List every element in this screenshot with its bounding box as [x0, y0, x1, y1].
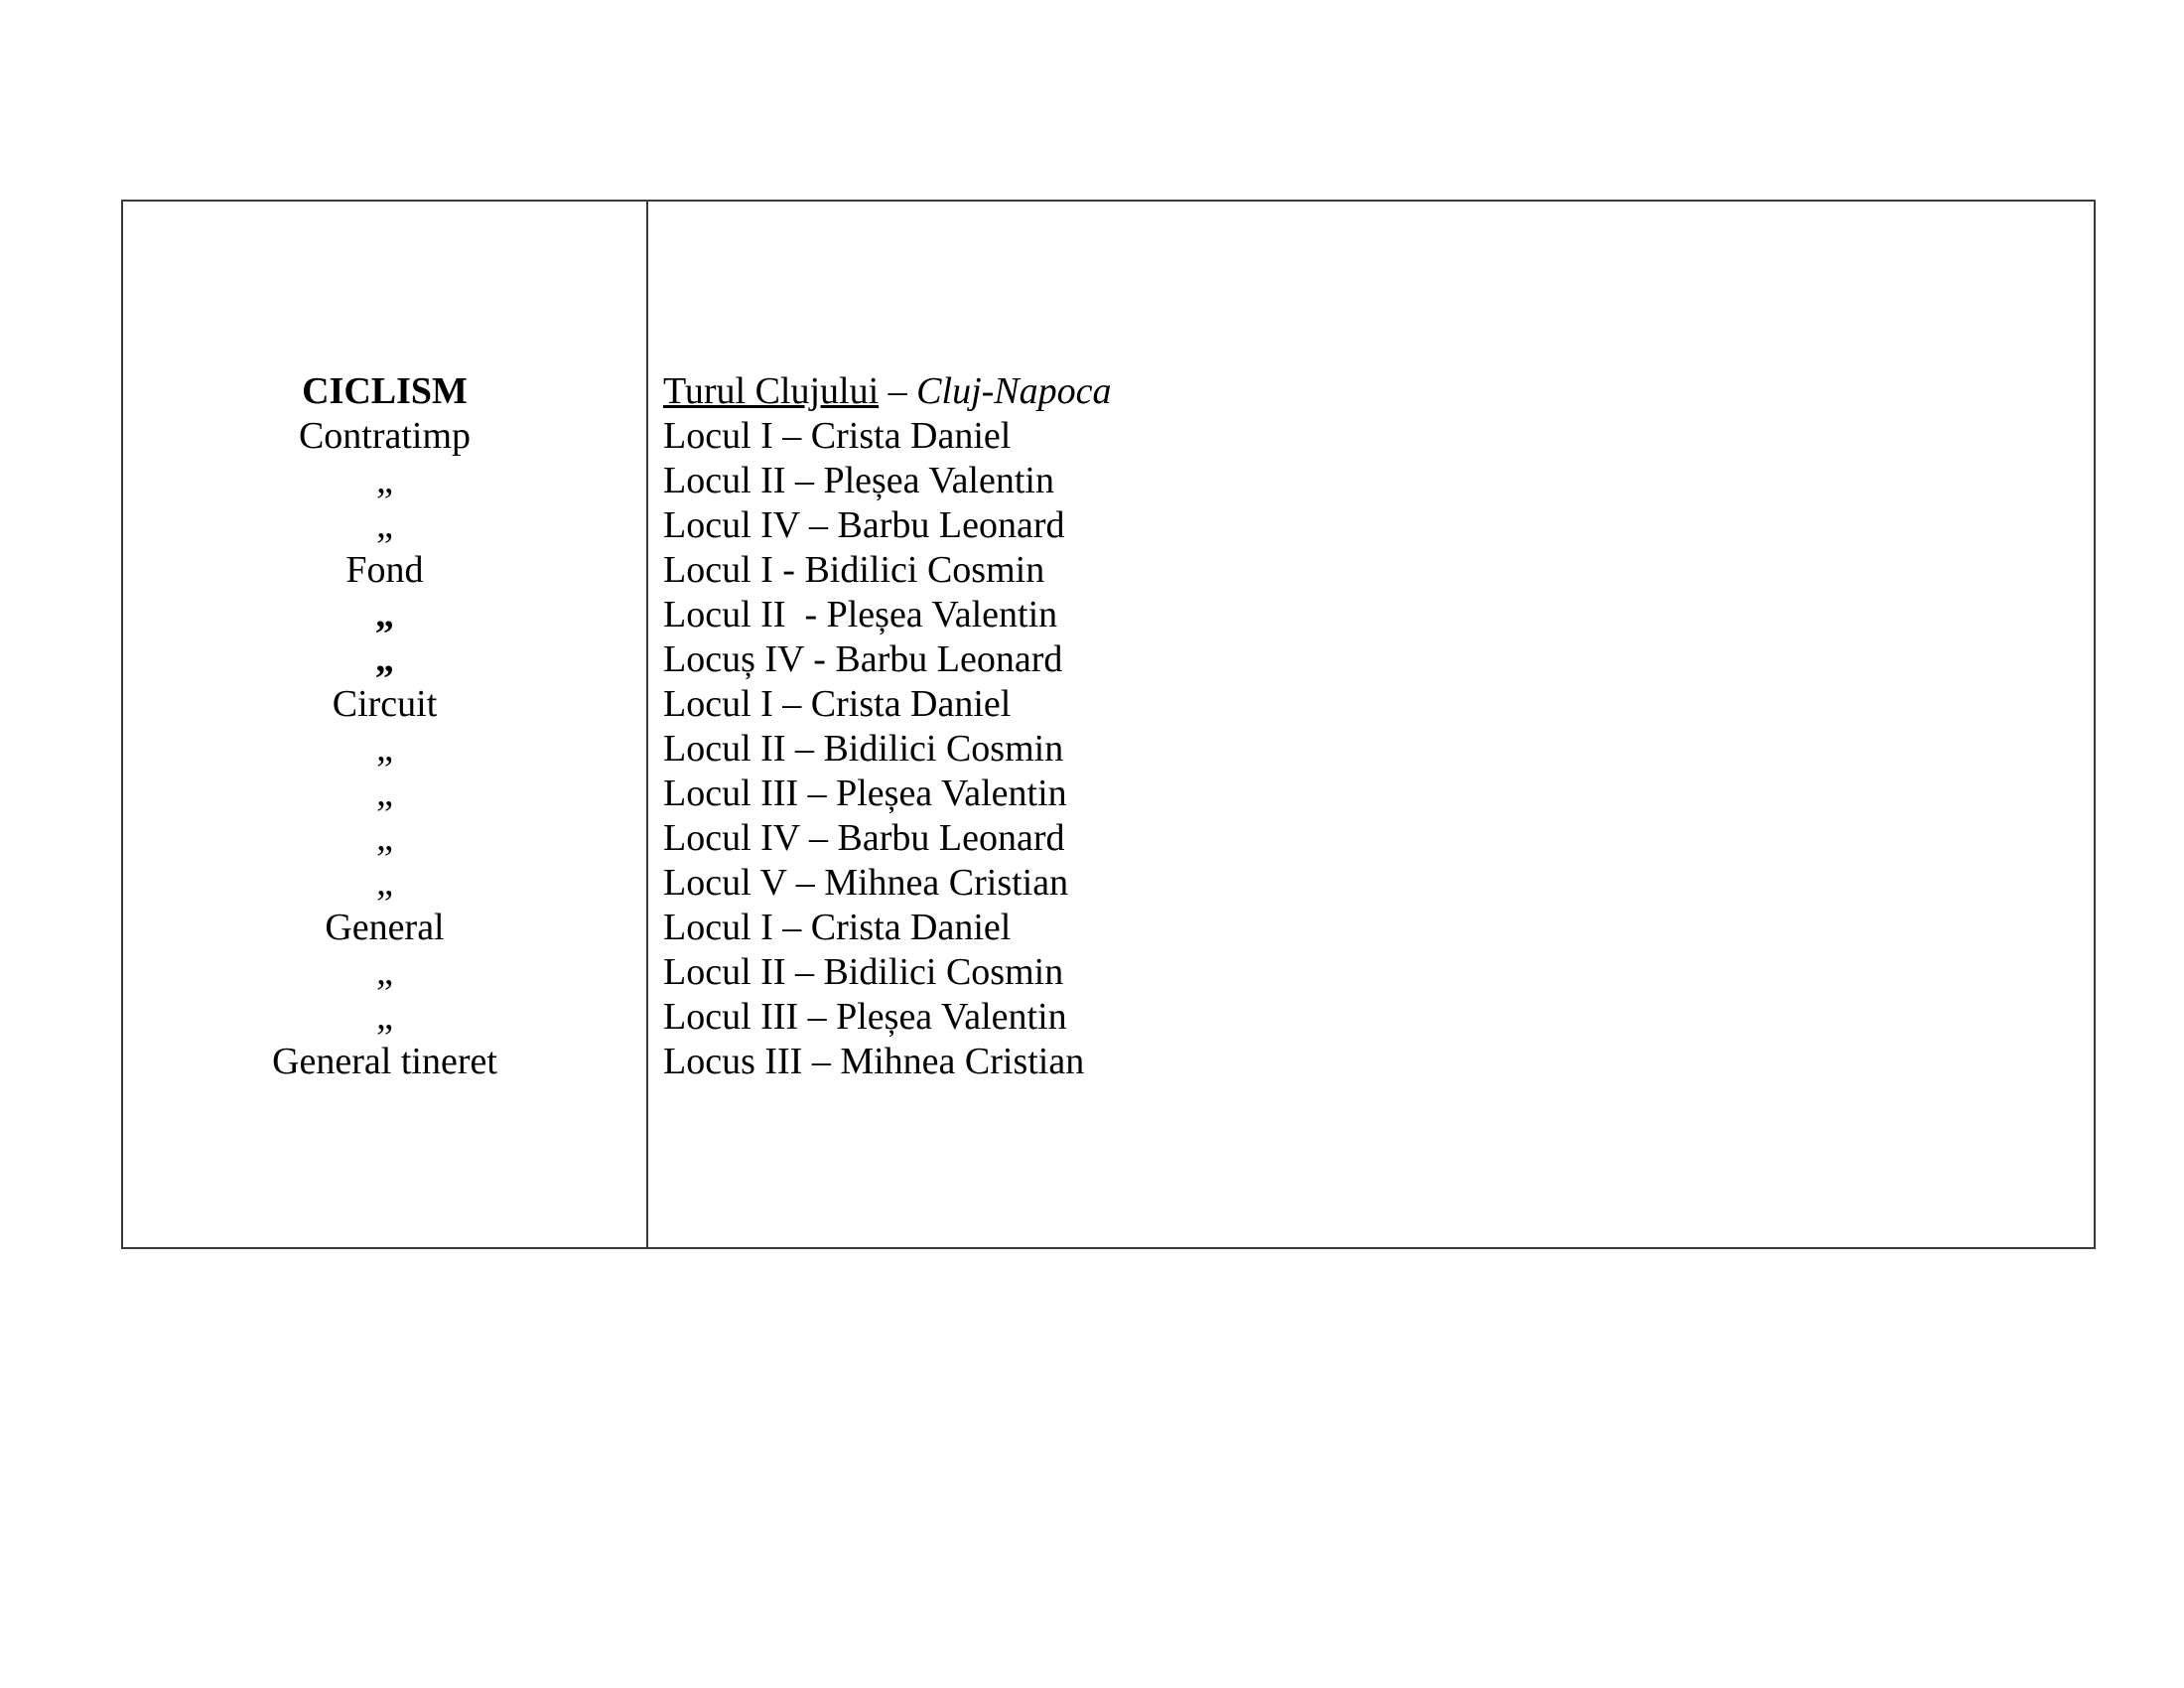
ditto-mark: „	[376, 460, 393, 501]
event-name: Turul Clujului	[663, 370, 880, 412]
category-label: Fond	[345, 549, 424, 591]
category-column	[123, 369, 646, 1084]
result-line: Locul II – Bidilici Cosmin	[663, 728, 1064, 770]
event-heading	[663, 369, 2053, 414]
category-label: Contratimp	[298, 415, 472, 457]
result-line: Locul IV – Barbu Leonard	[663, 504, 1065, 546]
result-line: Locul V – Mihnea Cristian	[663, 862, 1069, 904]
result-line: Locul I – Crista Daniel	[663, 415, 1012, 457]
category-label: General tineret	[272, 1041, 497, 1082]
results-table	[121, 200, 2096, 1249]
result-line: Locul II – Pleșea Valentin	[663, 460, 1054, 501]
event-separator: –	[879, 370, 917, 412]
result-line: Locul I - Bidilici Cosmin	[663, 549, 1045, 591]
category-label: General	[325, 907, 445, 948]
column-divider	[646, 202, 648, 1247]
ditto-mark: „	[376, 817, 393, 859]
event-location: Cluj-Napoca	[916, 370, 1112, 412]
result-line: Locul II - Pleșea Valentin	[663, 594, 1058, 635]
results-column	[663, 369, 2053, 1084]
result-line: Locul I – Crista Daniel	[663, 683, 1012, 725]
ditto-mark: „	[375, 638, 394, 680]
sport-heading: CICLISM	[302, 370, 468, 412]
result-line: Locus III – Mihnea Cristian	[663, 1041, 1085, 1082]
result-line: Locul II – Bidilici Cosmin	[663, 951, 1064, 993]
ditto-mark: „	[376, 728, 393, 770]
ditto-mark: „	[375, 594, 394, 635]
category-label: Circuit	[332, 683, 438, 725]
ditto-mark: „	[376, 773, 393, 814]
result-line: Locul III – Pleșea Valentin	[663, 996, 1067, 1038]
result-line: Locul III – Pleșea Valentin	[663, 773, 1067, 814]
ditto-mark: „	[376, 504, 393, 546]
result-line: Locuș IV - Barbu Leonard	[663, 638, 1063, 680]
ditto-mark: „	[376, 951, 393, 993]
ditto-mark: „	[376, 996, 393, 1038]
ditto-mark: „	[376, 862, 393, 904]
result-line: Locul IV – Barbu Leonard	[663, 817, 1065, 859]
result-line: Locul I – Crista Daniel	[663, 907, 1012, 948]
